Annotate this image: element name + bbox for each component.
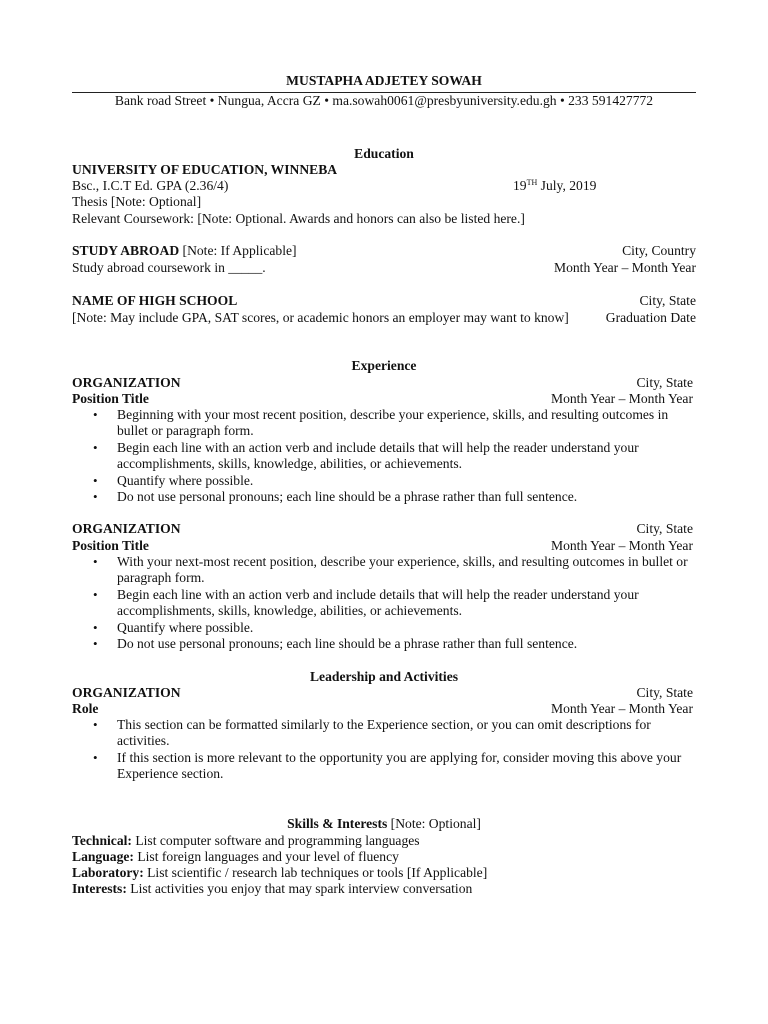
bullet-glyph: • [93, 554, 98, 569]
experience-2-bullets [72, 554, 696, 652]
experience-1-position: Position Title [72, 391, 149, 406]
leadership-role: Role [72, 701, 99, 716]
bullet-text: Beginning with your most recent position, describe your experience, skills, and resulting outcomes in bullet or paragraph form. [117, 407, 669, 439]
experience-1-dates: Month Year – Month Year [551, 391, 693, 406]
section-heading-experience: Experience [351, 358, 417, 373]
skill-label: Language: [72, 849, 134, 864]
experience-1-bullets [72, 407, 696, 505]
list-item [72, 620, 696, 636]
study-abroad-location: City, Country [622, 243, 696, 258]
leadership-location: City, State [636, 685, 693, 700]
bullet-glyph: • [93, 749, 98, 765]
study-abroad-title [72, 243, 297, 259]
bullet-text: Quantify where possible. [117, 472, 254, 488]
high-school-location: City, State [639, 293, 696, 308]
bullet-text: Do not use personal pronouns; each line should be a phrase rather than full sentence. [117, 489, 578, 505]
list-item [72, 587, 696, 620]
skill-text: List activities you enjoy that may spark interview conversation [126, 881, 473, 896]
bullet-glyph: • [93, 636, 98, 652]
contact-line: Bank road Street • Nungua, Accra GZ • ma.sowah0061@presbyuniversity.edu.gh • 233 591427772 [114, 93, 654, 108]
date-ordinal: TH [526, 178, 538, 187]
bullet-glyph: • [93, 619, 98, 635]
leadership-dates: Month Year – Month Year [551, 701, 693, 716]
bullet-glyph: • [93, 489, 98, 505]
skills-interests [72, 881, 472, 897]
bullet-text: Do not use personal pronouns; each line should be a phrase rather than full sentence. [117, 636, 578, 652]
section-heading-education: Education [354, 146, 414, 161]
bullet-glyph: • [93, 407, 98, 422]
bullet-text: Begin each line with an action verb and include details that will help the reader understand your accomplishments, skills, knowledge, abilities, or achievements. [117, 439, 639, 472]
degree-line: Bsc., I.C.T Ed. GPA (2.36/4) [72, 178, 229, 193]
date-rest: July, 2019 [537, 178, 597, 193]
bullet-text: Quantify where possible. [117, 619, 254, 635]
experience-2-position: Position Title [72, 538, 149, 553]
thesis-line: Thesis [Note: Optional] [72, 194, 202, 209]
high-school-note: [Note: May include GPA, SAT scores, or academic honors an employer may want to know] [72, 310, 569, 325]
list-item [72, 750, 696, 783]
list-item [72, 440, 696, 473]
coursework-line: Relevant Coursework: [Note: Optional. Awards and honors can also be listed here.] [72, 211, 525, 226]
leadership-org: ORGANIZATION [72, 685, 181, 700]
skill-label: Technical: [72, 833, 132, 848]
experience-2-location: City, State [636, 521, 693, 536]
experience-2-org: ORGANIZATION [72, 521, 181, 536]
leadership-bullets [72, 717, 696, 783]
bullet-glyph: • [93, 717, 98, 732]
section-heading-leadership: Leadership and Activities [309, 669, 459, 684]
bullet-text: If this section is more relevant to the opportunity you are applying for, consider moving this above your Experience section. [117, 749, 682, 782]
bullet-glyph: • [93, 439, 98, 455]
study-abroad-dates: Month Year – Month Year [554, 260, 696, 275]
study-abroad-coursework: Study abroad coursework in _____. [72, 260, 266, 275]
skill-label: Laboratory: [72, 865, 144, 880]
list-item [72, 554, 696, 587]
experience-2-dates: Month Year – Month Year [551, 538, 693, 553]
list-item [72, 717, 696, 750]
skills-technical [72, 833, 420, 849]
study-abroad-note: [Note: If Applicable] [179, 243, 297, 258]
high-school-date: Graduation Date [605, 310, 696, 325]
resume-name: MUSTAPHA ADJETEY SOWAH [286, 73, 482, 88]
skills-heading-note: [Note: Optional] [387, 816, 481, 831]
list-item [72, 489, 696, 505]
bullet-text: With your next-most recent position, describe your experience, skills, and resulting outcomes in bullet or paragraph form. [117, 554, 688, 586]
skills-heading-label: Skills & Interests [287, 816, 388, 831]
bullet-glyph: • [93, 472, 98, 488]
skills-language [72, 849, 399, 865]
bullet-text: Begin each line with an action verb and include details that will help the reader understand your accomplishments, skills, knowledge, abilities, or achievements. [117, 586, 639, 619]
date-day: 19 [513, 178, 527, 193]
skill-text: List scientific / research lab techniques or tools [If Applicable] [143, 865, 488, 880]
skill-text: List computer software and programming languages [131, 833, 420, 848]
list-item [72, 407, 696, 440]
skill-label: Interests: [72, 881, 127, 896]
experience-1-org: ORGANIZATION [72, 375, 181, 390]
high-school-name: NAME OF HIGH SCHOOL [72, 293, 238, 308]
list-item [72, 636, 696, 652]
section-heading-skills [72, 816, 696, 832]
bullet-glyph: • [93, 586, 98, 602]
list-item [72, 473, 696, 489]
study-abroad-label: STUDY ABROAD [72, 243, 180, 258]
university-name: UNIVERSITY OF EDUCATION, WINNEBA [72, 162, 338, 177]
graduation-date [513, 178, 596, 194]
skill-text: List foreign languages and your level of fluency [133, 849, 399, 864]
bullet-text: This section can be formatted similarly to the Experience section, or you can omit descriptions for activities. [117, 717, 651, 749]
skills-laboratory [72, 865, 487, 881]
experience-1-location: City, State [636, 375, 693, 390]
